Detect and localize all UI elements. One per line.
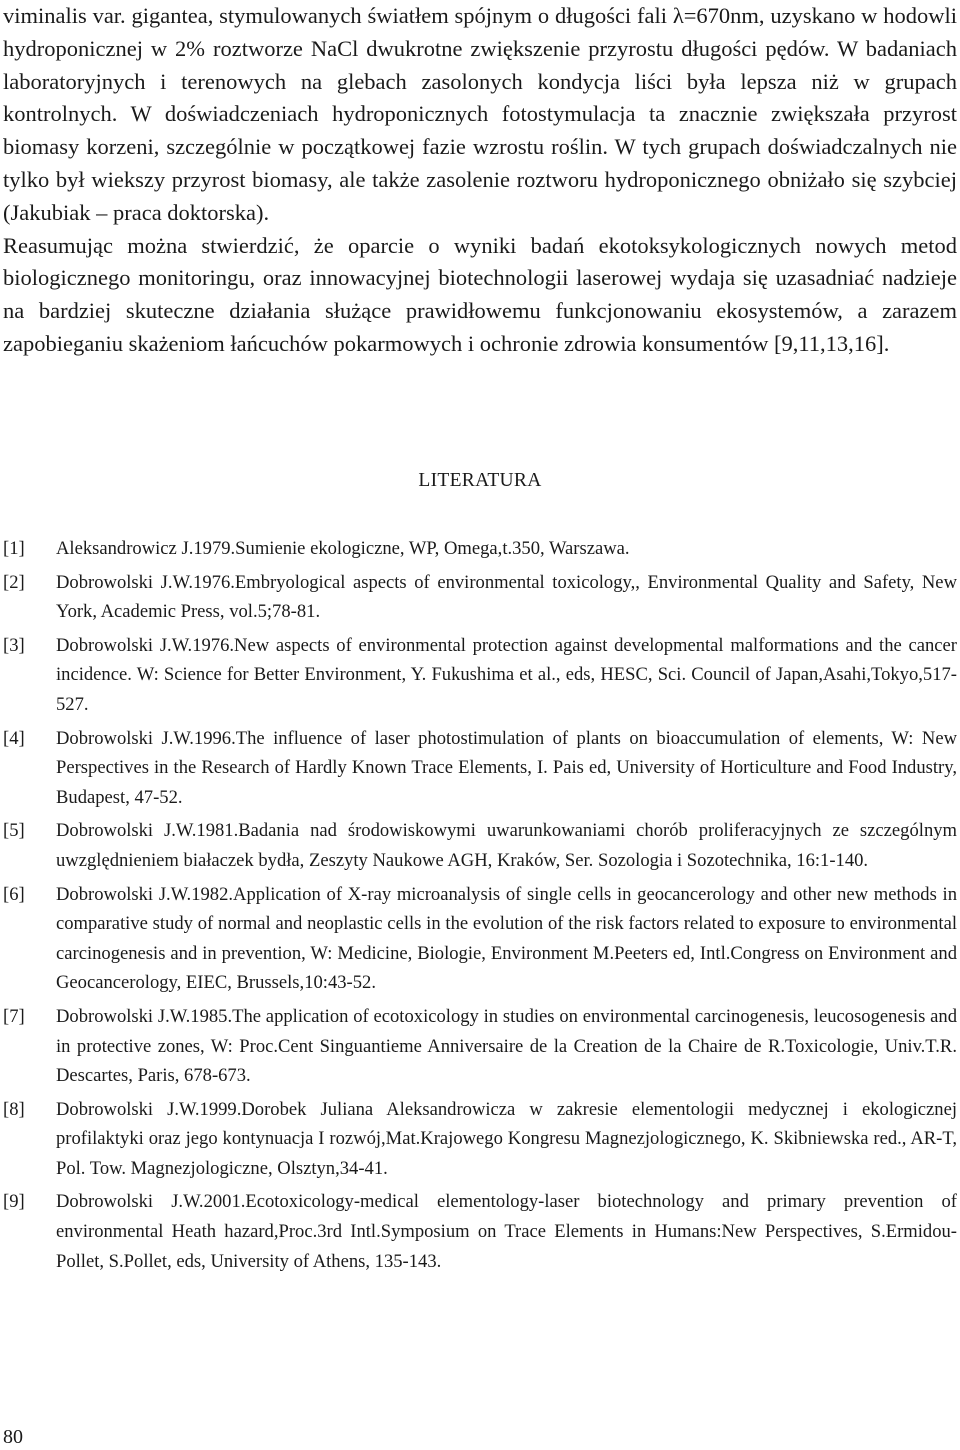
reference-item-8 <box>3 1095 957 1184</box>
reference-item-2 <box>3 568 957 627</box>
reference-item-5 <box>3 816 957 875</box>
reference-item-4 <box>3 724 957 813</box>
body-paragraph-2: Reasumując można stwierdzić, że oparcie o wyniki badań ekotoksykologicznych nowych metod biologicznego monitoringu, oraz innowacyjnej biotechnologii laserowej wydaja się uzasadniać nadzieje na bardziej skuteczne działania służące prawidłowemu funkcjonowaniu ekosystemów, a zarazem zapobieganiu skażeniom łańcuchów pokarmowych i ochronie zdrowia konsumentów [9,11,13,16]. <box>3 232 957 356</box>
reference-number: [5] <box>3 820 25 842</box>
reference-text: Aleksandrowicz J.1979.Sumienie ekologiczne, WP, Omega,t.350, Warszawa. <box>56 538 630 559</box>
reference-item-7 <box>3 1002 957 1091</box>
reference-number: [3] <box>3 634 25 656</box>
reference-text: Dobrowolski J.W.1985.The application of ecotoxicology in studies on environmental carcinogenesis, leucosogenesis and in protective zones, W: Proc.Cent Singuantieme Anniversaire de la Creation de la Chaire de R.Toxicologie, Univ.T.R. Descartes, Paris, 678-673. <box>56 1005 957 1087</box>
reference-number: [8] <box>3 1098 25 1120</box>
page-number: 80 <box>3 1426 23 1448</box>
reference-item-6 <box>3 880 957 998</box>
reference-number: [1] <box>3 538 25 559</box>
body-text <box>3 0 957 361</box>
reference-item-3 <box>3 631 957 720</box>
reference-text: Dobrowolski J.W.2001.Ecotoxicology-medical elementology-laser biotechnology and primary prevention of environmental Heath hazard,Proc.3rd Intl.Symposium on Trace Elements in Humans:New Perspectives, S.Ermidou-Pollet, S.Pollet, eds, University of Athens, 135-143. <box>56 1191 957 1272</box>
reference-text: Dobrowolski J.W.1999.Dorobek Juliana Aleksandrowicza w zakresie elementologii medycznej i ekologicznej profilaktyki oraz jego kontynuacja I rozwój,Mat.Krajowego Kongresu Magnezjologicznego, K. Skibniewska red., AR-T, Pol. Tow. Magnezjologiczne, Olsztyn,34-41. <box>56 1098 957 1179</box>
reference-number: [7] <box>3 1005 25 1027</box>
reference-number: [4] <box>3 727 25 749</box>
reference-list <box>3 534 957 1280</box>
reference-text: Dobrowolski J.W.1996.The influence of laser photostimulation of plants on bioaccumulation of elements, W: New Perspectives in the Research of Hardly Known Trace Elements, I. Pais ed, University of Horticulture and Food Industry, Budapest, 47-52. <box>56 727 957 808</box>
reference-item-9 <box>3 1187 957 1276</box>
reference-text: Dobrowolski J.W.1976.New aspects of environmental protection against developmental malformations and the cancer incidence. W: Science for Better Environment, Y. Fukushima et al., eds, HESC, Sci. Council of Japan,Asahi,Tokyo,517-527. <box>56 634 957 715</box>
reference-number: [6] <box>3 883 25 905</box>
reference-number: [9] <box>3 1191 25 1213</box>
reference-number: [2] <box>3 571 25 593</box>
body-paragraph-1: viminalis var. gigantea, stymulowanych światłem spójnym o długości fali λ=670nm, uzyskano w hodowli hydroponicznej w 2% roztworze NaCl dwukrotne zwiększenie przyrostu długości pędów. W badaniach laboratoryjnych i terenowych na glebach zasolonych kondycja liści była lepsza niż w grupach kontrolnych. W doświadczeniach hydroponicznych fotostymulacja ta znacznie zwiększała przyrost biomasy korzeni, szczególnie w początkowej fazie wzrostu roślin. W tych grupach doświadczalnych nie tylko był wiekszy przyrost biomasy, ale także zasolenie roztworu hydroponicznego obniżało się szybciej (Jakubiak – praca doktorska). <box>3 3 957 225</box>
reference-text: Dobrowolski J.W.1982.Application of X-ray microanalysis of single cells in geocancerology and other new methods in comparative study of normal and neoplastic cells in the evolution of the risk factors related to exposure to environmental carcinogenesis and in prevention, W: Medicine, Biologie, Environment M.Peeters ed, Intl.Congress on Environment and Geocancerology, EIEC, Brussels,10:43-52. <box>56 883 957 994</box>
reference-text: Dobrowolski J.W.1981.Badania nad środowiskowymi uwarunkowaniami chorób proliferacyjnych ze szczególnym uwzględnieniem białaczek bydła, Zeszyty Naukowe AGH, Kraków, Ser. Sozologia i Sozotechnika, 16:1-140. <box>56 820 957 871</box>
reference-item-1 <box>3 534 957 564</box>
reference-text: Dobrowolski J.W.1976.Embryological aspects of environmental toxicology,, Environmental Quality and Safety, New York, Academic Press, vol.5;78-81. <box>56 571 957 623</box>
literature-heading: LITERATURA <box>418 470 542 491</box>
